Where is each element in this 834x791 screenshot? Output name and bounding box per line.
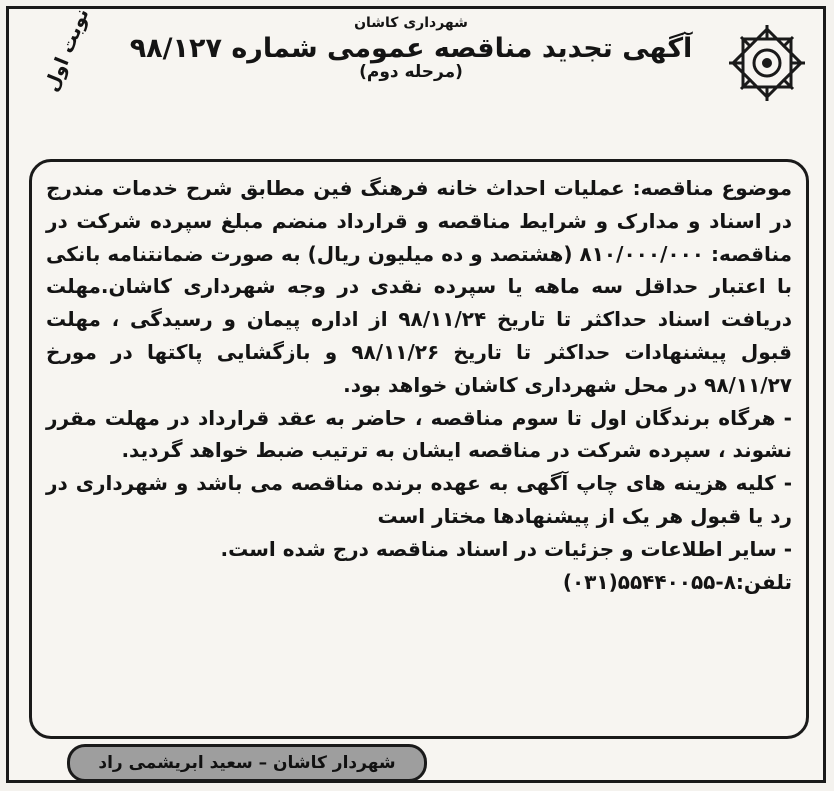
notice-stage: (مرحله دوم) [359,62,463,82]
round-badge: نوبت اول [40,5,94,95]
municipality-name: شهرداری کاشان [354,15,468,31]
paragraph-costs: - کلیه هزینه های چاپ آگهی به عهده برنده مناقصه می باشد و شهرداری در رد یا قبول هر یک از پیشنهادها مختار است [46,471,792,528]
paragraph-subject: موضوع مناقصه: عملیات احداث خانه فرهنگ فین مطابق شرح خدمات مندرج در اسناد و مدارک و شرایط مناقصه و قرارداد منضم مبلغ سپرده شرکت در مناقصه: ۸۱۰/۰۰۰/۰۰۰ (هشتصد و ده میلیون ریال) به صورت ضمانتنامه بانکی با اعتبار حداقل سه ماهه یا سپرده نقدی در وجه شهرداری کاشان.مهلت دریافت اسناد حداکثر تا تاریخ ۹۸/۱۱/۲۴ از اداره پیمان و رسیدگی ، مهلت قبول پیشنهادات حداکثر تا تاریخ ۹۸/۱۱/۲۶ و بازگشایی پاکتها در مورخ ۹۸/۱۱/۲۷ در محل شهرداری کاشان خواهد بود. [46,176,793,397]
kashan-municipality-logo-icon [721,17,813,109]
notice-header [109,13,713,82]
paragraph-winners: - هرگاه برندگان اول تا سوم مناقصه ، حاضر به عقد قرارداد در مهلت مقرر نشوند ، سپرده شرکت در مناقصه ایشان به ترتیب ضبط خواهد گردید. [46,405,792,463]
notice-title: آگهی تجدید مناقصه عمومی شماره ۹۸/۱۲۷ [129,33,693,64]
notice-body [29,159,809,739]
paragraph-other-info: - سایر اطلاعات و جزئیات در اسناد مناقصه درج شده است. [220,536,792,561]
notice-frame [6,6,826,783]
signature-bar: شهردار کاشان – سعید ابریشمی راد [67,744,427,782]
paragraph-phone: تلفن:۸-۵۵۴۴۰۰۵۵(۰۳۱) [562,569,792,594]
